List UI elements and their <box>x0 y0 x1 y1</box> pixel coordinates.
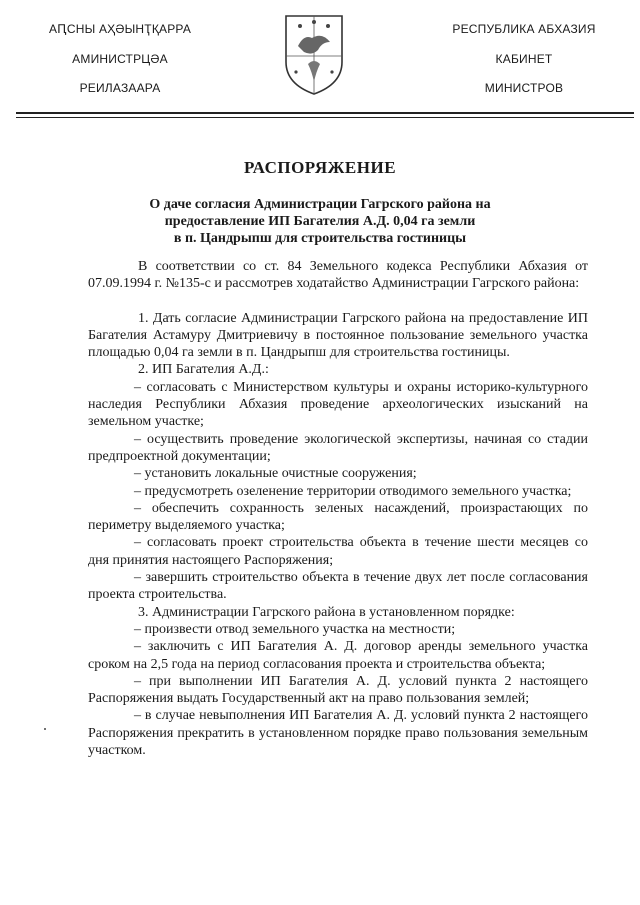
list-item-sub: – согласовать с Министерством культуры и охраны историко-культурного наследия Республики Абхазия проведение археологических изысканий на земельном участке; <box>88 379 588 430</box>
list-item-sub: – при выполнении ИП Багателия А. Д. условий пункта 2 настоящего Распоряжения выдать Государственный акт на право пользования землей; <box>88 673 588 707</box>
subtitle-line-1: О даче согласия Администрации Гагрского района на <box>149 197 491 212</box>
header-divider-thick <box>16 112 634 114</box>
subtitle-line-2: предоставление ИП Багателия А.Д. 0,04 га земли <box>164 214 476 229</box>
document-subtitle <box>140 196 500 247</box>
header-right-line-1: РЕСПУБЛИКА АБХАЗИЯ <box>452 22 596 36</box>
list-item-sub: – произвести отвод земельного участка на местности; <box>134 621 456 637</box>
document-body <box>88 258 588 759</box>
document-title: РАСПОРЯЖЕНИЕ <box>243 158 397 177</box>
list-item-sub: – обеспечить сохранность зеленых насаждений, произрастающих по периметру выделяемого участка; <box>88 500 588 534</box>
subtitle-line-3: в п. Цандрыпш для строительства гостиницы <box>173 231 467 246</box>
header-left-line-1: АԤСНЫ АҲӘЫНҬҚАРРА <box>48 22 192 36</box>
header-left-line-2: АМИНИСТРЦӘА <box>72 52 168 66</box>
list-item: 1. Дать согласие Администрации Гагрского района на предоставление ИП Багателия Астамуру Дмитриевичу в постоянное пользование земельного участка площадью 0,04 га земли в п. Цандрыпш для строительства гостиницы. <box>88 310 588 361</box>
header-left-line-3: РЕИЛАЗААРА <box>79 81 161 95</box>
list-item-sub: – заключить с ИП Багателия А. Д. договор аренды земельного участка сроком на 2,5 года на период согласования проекта и строительства объекта; <box>88 639 588 672</box>
list-item-sub: – установить локальные очистные сооружения; <box>134 466 417 482</box>
header-right-line-3: МИНИСТРОВ <box>484 81 564 95</box>
list-item-sub: – согласовать проект строительства объекта в течение шести месяцев со дня принятия настоящего Распоряжения; <box>88 535 588 568</box>
list-item-sub: – завершить строительство объекта в течение двух лет после согласования проекта строительства. <box>88 570 588 603</box>
list-item-sub: – предусмотреть озеленение территории отводимого земельного участка; <box>134 483 572 499</box>
order-items <box>88 310 588 760</box>
list-item-sub: – осуществить проведение экологической экспертизы, начиная со стадии предпроектной документации; <box>88 431 588 464</box>
list-item-sub: – в случае невыполнения ИП Багателия А. Д. условий пункта 2 настоящего Распоряжения прекратить в установленном порядке право пользования земельным участком. <box>88 708 588 759</box>
coat-of-arms-icon <box>282 12 346 96</box>
list-item: 2. ИП Багателия А.Д.: <box>138 362 269 378</box>
header-right-line-2: КАБИНЕТ <box>495 52 553 66</box>
scan-speck <box>44 728 46 730</box>
preamble: В соответствии со ст. 84 Земельного кодекса Республики Абхазия от 07.09.1994 г. №135-с и рассмотрев ходатайство Администрации Гагрского района: <box>88 259 588 292</box>
list-item: 3. Администрации Гагрского района в установленном порядке: <box>138 604 515 620</box>
header-divider-thin <box>16 117 634 118</box>
